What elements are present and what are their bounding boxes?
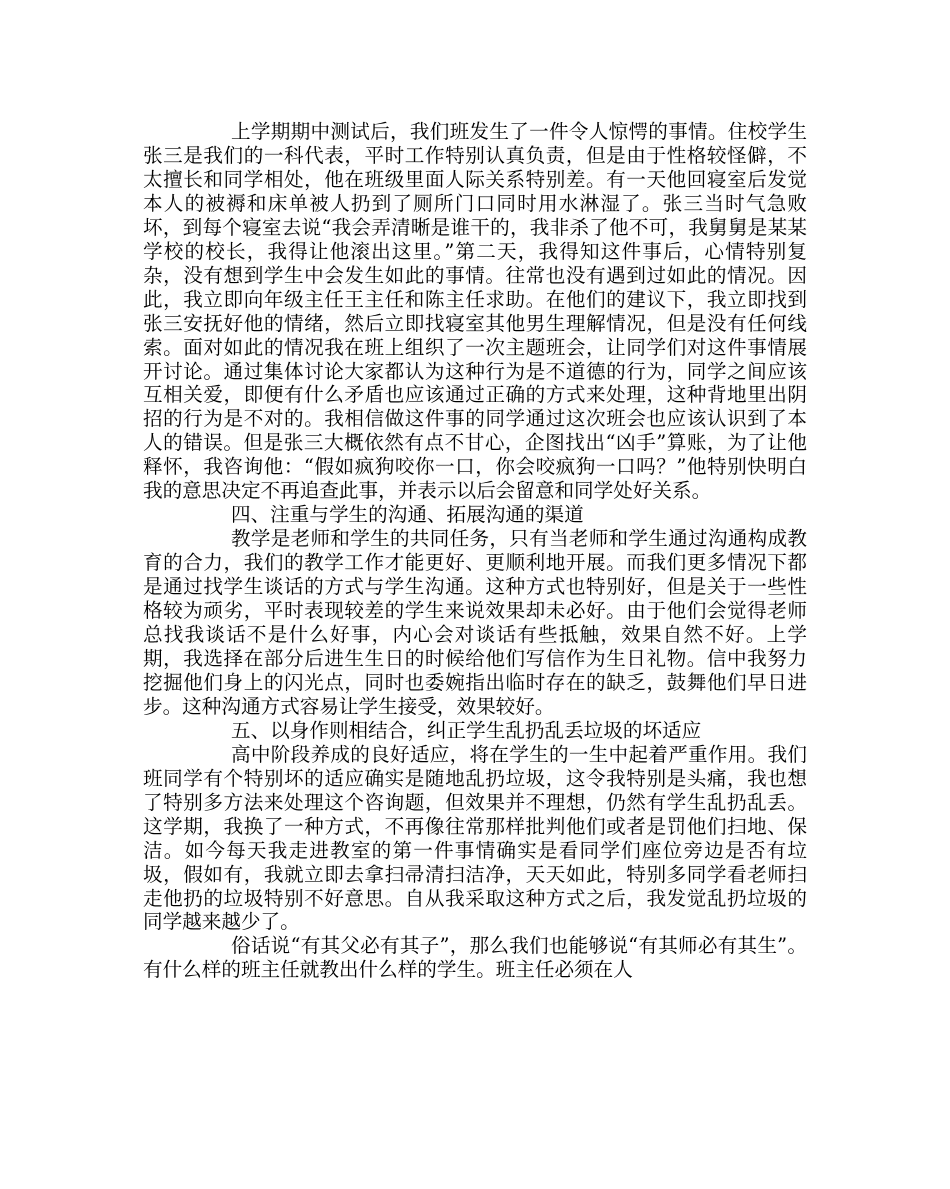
paragraph-littering: 高中阶段养成的良好适应，将在学生的一生中起着严重作用。我们班同学有个特别坏的适应确实是随地乱扔垃圾，这令我特别是头痛，我也想了特别多方法来处理这个咨询题，但效果并不理想，仍然有学生乱扔乱丢。这学期，我换了一种方式，不再像往常那样批判他们或者是罚他们扫地、保洁。如今每天我走进教室的第一件事情确实是看同学们座位旁边是否有垃圾，假如有，我就立即去拿扫帚清扫洁净，天天如此，特别多同学看老师扫走他扔的垃圾特别不好意思。自从我采取这种方式之后，我发觉乱扔垃圾的同学越来越少了。	[143, 742, 807, 934]
document-page	[143, 120, 807, 982]
paragraph-proverb: 俗话说“有其父必有其子”，那么我们也能够说“有其师必有其生”。有什么样的班主任就教出什么样的学生。班主任必须在人	[143, 934, 807, 982]
section-heading-communication: 四、注重与学生的沟通、拓展沟通的渠道	[231, 503, 584, 527]
section-heading-example: 五、以身作则相结合，纠正学生乱扔乱丢垃圾的坏适应	[231, 718, 702, 742]
paragraph-incident: 上学期期中测试后，我们班发生了一件令人惊愕的事情。住校学生张三是我们的一科代表，平时工作特别认真负责，但是由于性格较怪僻，不太擅长和同学相处，他在班级里面人际关系特别差。有一天他回寝室后发觉本人的被褥和床单被人扔到了厕所门口同时用水淋湿了。张三当时气急败坏，到每个寝室去说“我会弄清晰是谁干的，我非杀了他不可，我舅舅是某某学校的校长，我得让他滚出这里。”第二天，我得知这件事后，心情特别复杂，没有想到学生中会发生如此的事情。往常也没有遇到过如此的情况。因此，我立即向年级主任王主任和陈主任求助。在他们的建议下，我立即找到张三安抚好他的情绪，然后立即找寝室其他男生理解情况，但是没有任何线索。面对如此的情况我在班上组织了一次主题班会，让同学们对这件事情展开讨论。通过集体讨论大家都认为这种行为是不道德的行为，同学之间应该互相关爱，即便有什么矛盾也应该通过正确的方式来处理，这种背地里出阴招的行为是不对的。我相信做这件事的同学通过这次班会也应该认识到了本人的错误。但是张三大概依然有点不甘心，企图找出“凶手”算账，为了让他释怀，我咨询他：“假如疯狗咬你一口，你会咬疯狗一口吗？”他特别快明白我的意思决定不再追查此事，并表示以后会留意和同学处好关系。	[143, 120, 807, 503]
paragraph-communication: 教学是老师和学生的共同任务，只有当老师和学生通过沟通构成教育的合力，我们的教学工作才能更好、更顺利地开展。而我们更多情况下都是通过找学生谈话的方式与学生沟通。这种方式也特别好，但是关于一些性格较为顽劣，平时表现较差的学生来说效果却未必好。由于他们会觉得老师总找我谈话不是什么好事，内心会对谈话有些抵触，效果自然不好。上学期，我选择在部分后进生生日的时候给他们写信作为生日礼物。信中我努力挖掘他们身上的闪光点，同时也委婉指出临时存在的缺乏，鼓舞他们早日进步。这种沟通方式容易让学生接受，效果较好。	[143, 527, 807, 718]
